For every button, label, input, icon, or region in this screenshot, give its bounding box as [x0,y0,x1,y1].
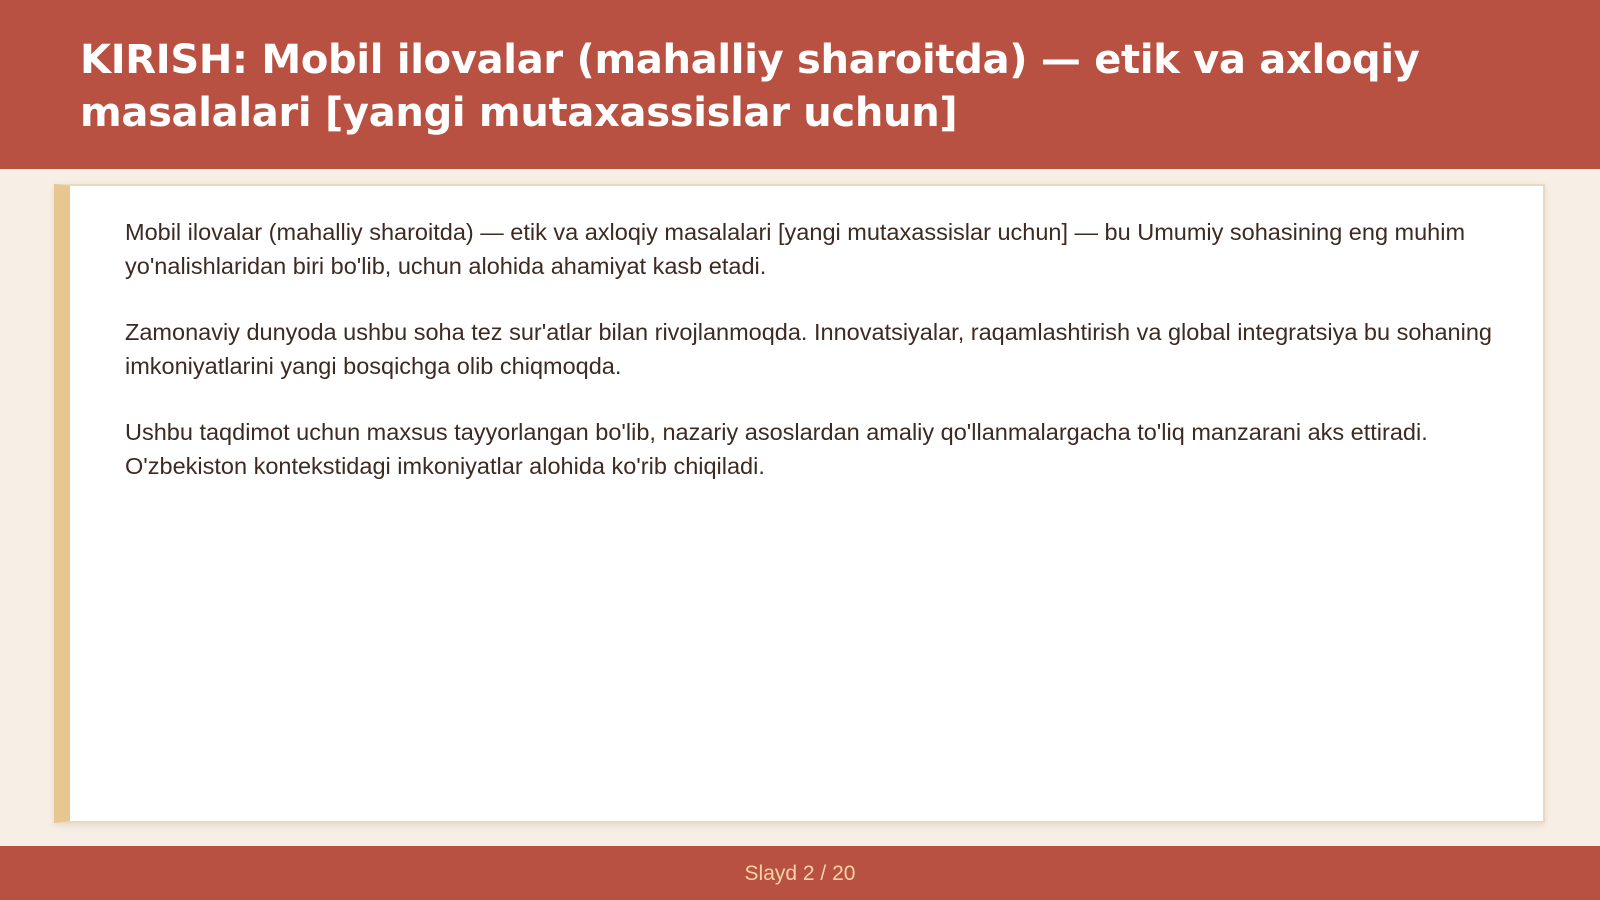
slide-header [0,0,1600,169]
slide-footer [0,846,1600,900]
paragraph-intro: Mobil ilovalar (mahalliy sharoitda) — etik va axloqiy masalalari [yangi mutaxassislar uchun] — bu Umumiy sohasining eng muhim yo'nalishlaridan biri bo'lib, uchun alohida ahamiyat kasb etadi. [125,219,1466,279]
slide-number: Slayd 2 / 20 [744,862,856,885]
paragraph-presentation-scope: Ushbu taqdimot uchun maxsus tayyorlangan bo'lib, nazariy asoslardan amaliy qo'llanmalargacha to'liq manzarani aks ettiradi. O'zbekiston kontekstidagi imkoniyatlar alohida ko'rib chiqiladi. [125,419,1428,479]
content-body [125,215,1515,515]
paragraph-modern-world: Zamonaviy dunyoda ushbu soha tez sur'atlar bilan rivojlanmoqda. Innovatsiyalar, raqamlashtirish va global integratsiya bu sohaning imkoniyatlarini yangi bosqichga olib chiqmoqda. [125,319,1492,379]
slide-title: KIRISH: Mobil ilovalar (mahalliy sharoitda) — etik va axloqiy masalalari [yangi mutaxassislar uchun] [80,37,1420,136]
content-card [54,184,1545,823]
